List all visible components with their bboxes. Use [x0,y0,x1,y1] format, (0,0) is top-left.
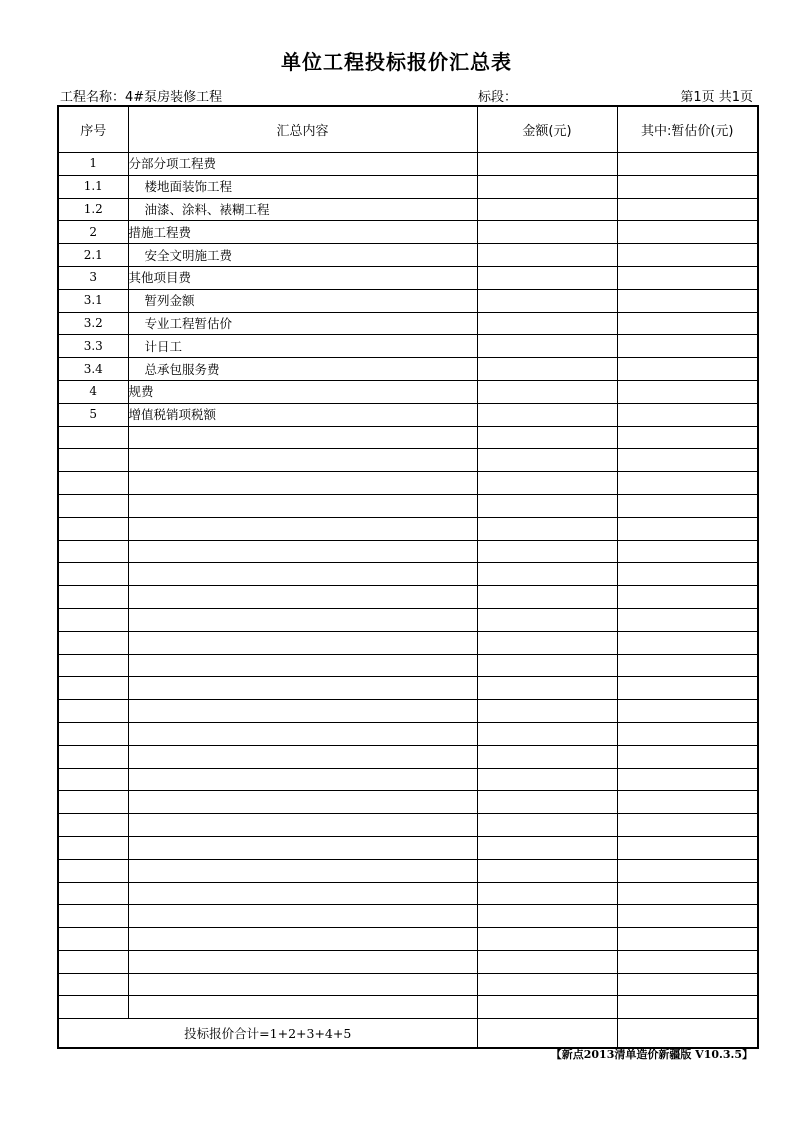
table-row [58,312,758,335]
empty-cell [58,426,128,449]
table-row [58,153,758,176]
page-title: 单位工程投标报价汇总表 [281,50,512,74]
empty-cell [617,791,758,814]
empty-cell [128,768,477,791]
empty-row [58,973,758,996]
row-provisional [617,175,758,198]
row-amount [477,175,617,198]
empty-cell [58,563,128,586]
empty-cell [128,700,477,723]
empty-cell [128,905,477,928]
total-row [58,1019,758,1049]
empty-row [58,768,758,791]
empty-cell [477,836,617,859]
row-provisional [617,221,758,244]
empty-row [58,700,758,723]
empty-cell [617,950,758,973]
row-amount [477,335,617,358]
row-provisional [617,244,758,267]
empty-cell [617,654,758,677]
row-provisional [617,289,758,312]
empty-cell [617,859,758,882]
empty-row [58,814,758,837]
empty-cell [128,836,477,859]
table-row [58,358,758,381]
empty-cell [58,768,128,791]
empty-cell [617,517,758,540]
empty-cell [617,426,758,449]
row-content: 其他项目费 [128,266,477,289]
table-row [58,380,758,403]
row-content: 暂列金额 [128,289,477,312]
empty-cell [128,882,477,905]
empty-cell [58,973,128,996]
empty-cell [58,654,128,677]
empty-row [58,426,758,449]
empty-cell [617,563,758,586]
empty-cell [128,814,477,837]
row-seq: 3.4 [58,358,128,381]
empty-cell [617,928,758,951]
empty-cell [477,608,617,631]
empty-row [58,563,758,586]
header-content: 汇总内容 [128,106,477,153]
empty-cell [128,745,477,768]
empty-row [58,517,758,540]
empty-cell [477,586,617,609]
empty-cell [617,905,758,928]
empty-cell [128,654,477,677]
empty-cell [128,973,477,996]
row-content: 规费 [128,380,477,403]
empty-cell [477,882,617,905]
header-amount: 金额(元) [477,106,617,153]
empty-cell [58,700,128,723]
empty-cell [617,973,758,996]
row-content: 安全文明施工费 [128,244,477,267]
row-amount [477,289,617,312]
empty-row [58,996,758,1019]
empty-cell [128,540,477,563]
row-amount [477,312,617,335]
empty-cell [477,517,617,540]
empty-cell [477,996,617,1019]
total-amount [477,1019,617,1049]
empty-cell [128,426,477,449]
row-content: 计日工 [128,335,477,358]
empty-cell [128,631,477,654]
summary-table [57,105,759,1049]
row-amount [477,266,617,289]
empty-cell [477,905,617,928]
empty-cell [128,996,477,1019]
header-provisional: 其中:暂估价(元) [617,106,758,153]
empty-cell [477,563,617,586]
empty-cell [477,745,617,768]
empty-cell [128,791,477,814]
empty-cell [617,836,758,859]
empty-row [58,950,758,973]
row-amount [477,380,617,403]
empty-cell [617,745,758,768]
header-seq: 序号 [58,106,128,153]
empty-cell [58,745,128,768]
empty-row [58,859,758,882]
empty-row [58,791,758,814]
empty-cell [617,540,758,563]
empty-cell [617,449,758,472]
empty-cell [128,859,477,882]
empty-cell [58,540,128,563]
empty-cell [128,449,477,472]
empty-cell [477,494,617,517]
empty-cell [477,768,617,791]
empty-row [58,722,758,745]
empty-row [58,654,758,677]
empty-row [58,905,758,928]
empty-cell [128,722,477,745]
table-row [58,175,758,198]
row-provisional [617,266,758,289]
empty-cell [477,449,617,472]
empty-cell [128,517,477,540]
empty-cell [58,950,128,973]
empty-cell [617,677,758,700]
empty-cell [617,882,758,905]
empty-cell [477,973,617,996]
row-amount [477,403,617,426]
empty-cell [128,950,477,973]
empty-cell [58,608,128,631]
row-amount [477,244,617,267]
empty-row [58,631,758,654]
empty-cell [477,540,617,563]
empty-cell [58,882,128,905]
empty-cell [58,472,128,495]
empty-cell [477,928,617,951]
empty-cell [617,700,758,723]
empty-row [58,928,758,951]
row-provisional [617,198,758,221]
empty-cell [58,677,128,700]
empty-cell [58,631,128,654]
empty-row [58,882,758,905]
empty-cell [128,472,477,495]
row-content: 增值税销项税额 [128,403,477,426]
total-label: 投标报价合计=1+2+3+4+5 [58,1019,477,1049]
empty-cell [477,791,617,814]
row-provisional [617,153,758,176]
empty-row [58,494,758,517]
row-content: 措施工程费 [128,221,477,244]
table-body [58,153,758,1049]
row-content: 专业工程暂估价 [128,312,477,335]
table-row [58,403,758,426]
empty-cell [477,472,617,495]
row-amount [477,198,617,221]
empty-cell [58,722,128,745]
empty-cell [617,768,758,791]
empty-row [58,677,758,700]
empty-cell [58,814,128,837]
empty-cell [617,472,758,495]
empty-cell [617,814,758,837]
empty-row [58,586,758,609]
row-provisional [617,335,758,358]
empty-cell [617,996,758,1019]
empty-cell [477,814,617,837]
empty-cell [617,494,758,517]
row-content: 总承包服务费 [128,358,477,381]
empty-cell [58,494,128,517]
empty-row [58,472,758,495]
empty-cell [128,494,477,517]
empty-row [58,449,758,472]
table-row [58,198,758,221]
empty-cell [128,563,477,586]
empty-cell [477,700,617,723]
empty-cell [58,449,128,472]
row-seq: 3.1 [58,289,128,312]
row-amount [477,358,617,381]
empty-row [58,836,758,859]
software-footer: 【新点2013清单造价新疆版 V10.3.5】 [550,1048,753,1061]
empty-cell [477,859,617,882]
row-content: 分部分项工程费 [128,153,477,176]
empty-cell [617,608,758,631]
project-name: 工程名称：4#泵房装修工程 [60,90,223,105]
empty-cell [58,905,128,928]
page-number: 第1页 共1页 [680,90,753,105]
empty-cell [128,928,477,951]
row-seq: 3 [58,266,128,289]
empty-cell [477,631,617,654]
row-seq: 2 [58,221,128,244]
empty-row [58,540,758,563]
row-seq: 3.2 [58,312,128,335]
empty-row [58,745,758,768]
row-provisional [617,403,758,426]
empty-row [58,608,758,631]
row-provisional [617,380,758,403]
section-label: 标段： [478,90,518,105]
row-seq: 5 [58,403,128,426]
empty-cell [58,586,128,609]
empty-cell [128,608,477,631]
empty-cell [58,791,128,814]
empty-cell [128,586,477,609]
row-seq: 4 [58,380,128,403]
row-seq: 1.1 [58,175,128,198]
empty-cell [477,677,617,700]
empty-cell [477,654,617,677]
table-header-row [58,106,758,153]
empty-cell [58,996,128,1019]
row-amount [477,221,617,244]
row-seq: 3.3 [58,335,128,358]
table-row [58,266,758,289]
empty-cell [58,928,128,951]
row-seq: 2.1 [58,244,128,267]
row-seq: 1 [58,153,128,176]
row-seq: 1.2 [58,198,128,221]
empty-cell [58,859,128,882]
row-provisional [617,358,758,381]
empty-cell [617,722,758,745]
row-provisional [617,312,758,335]
empty-cell [477,950,617,973]
table-row [58,221,758,244]
empty-cell [617,586,758,609]
empty-cell [58,836,128,859]
row-amount [477,153,617,176]
row-content: 油漆、涂料、裱糊工程 [128,198,477,221]
table-row [58,244,758,267]
total-provisional [617,1019,758,1049]
row-content: 楼地面装饰工程 [128,175,477,198]
empty-cell [617,631,758,654]
table-row [58,335,758,358]
empty-cell [128,677,477,700]
empty-cell [58,517,128,540]
table-row [58,289,758,312]
empty-cell [477,426,617,449]
empty-cell [477,722,617,745]
